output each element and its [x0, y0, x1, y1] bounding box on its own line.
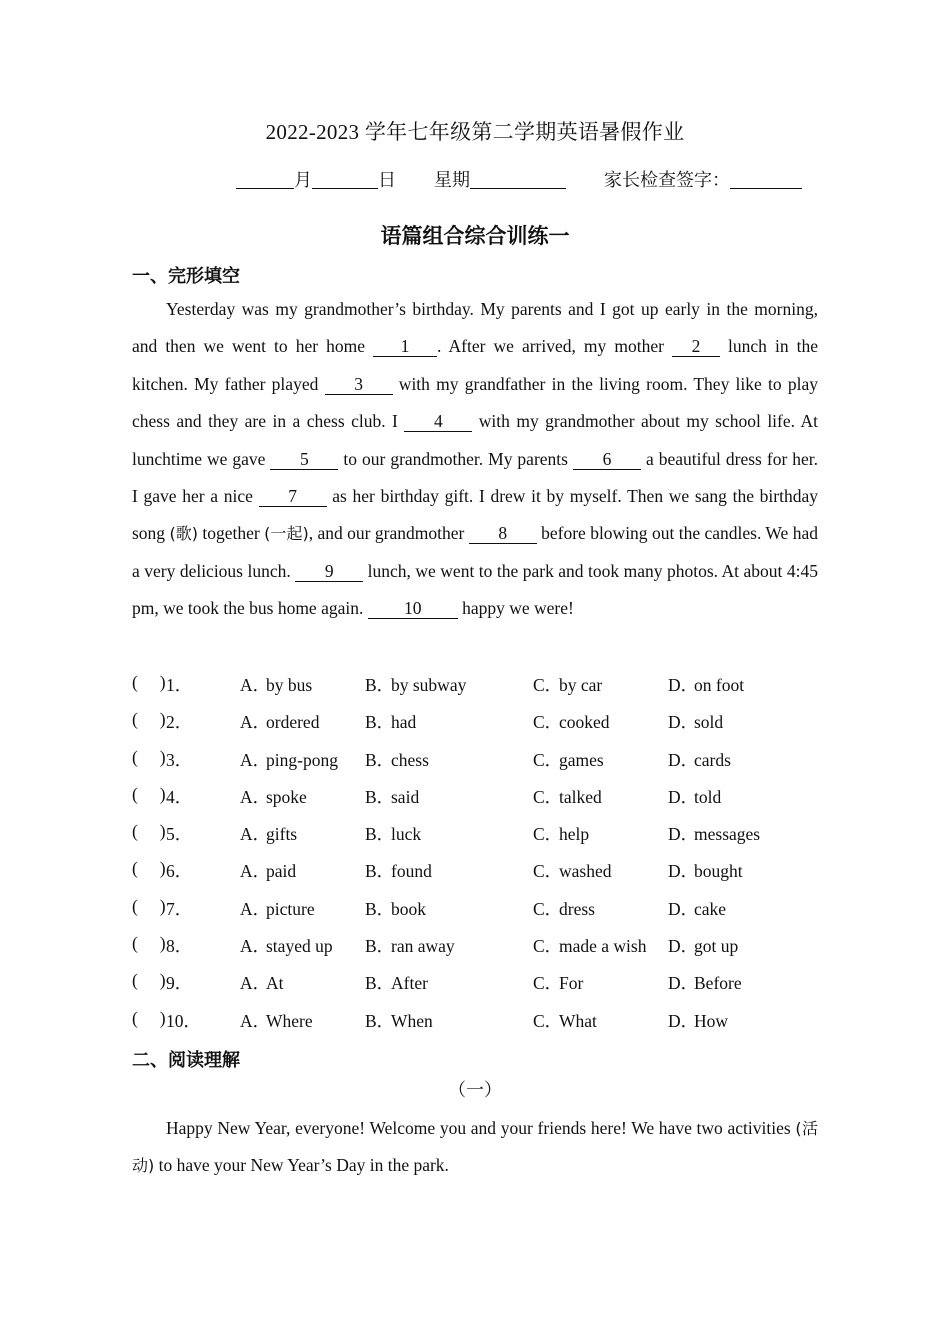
parent-sign-blank[interactable]: [730, 170, 802, 189]
weekday-label: 星期: [434, 170, 470, 191]
option-letter: B．: [365, 712, 395, 733]
option-d[interactable]: [668, 672, 744, 697]
passage-text: to our grandmother. My parents: [338, 448, 573, 469]
option-c[interactable]: [533, 784, 602, 809]
option-letter: C．: [533, 749, 563, 770]
question-row: [132, 929, 832, 966]
passage-text: before blowing out the candles. We had a very delicious lunch.: [132, 523, 818, 581]
option-letter: B．: [365, 861, 395, 882]
passage-text: a beautiful dress for her. I gave her a nice: [132, 448, 819, 507]
option-text: ping-pong: [266, 749, 338, 770]
passage-text: Happy New Year, everyone! Welcome you and your friends here! We have two activities: [166, 1118, 796, 1138]
day-label: 日: [378, 170, 396, 191]
blank-3[interactable]: 3: [325, 375, 393, 395]
blank-7[interactable]: 7: [259, 487, 327, 507]
passage-text: with my grandfather in the living room. They like to play chess and they are in a chess club. I: [132, 373, 818, 432]
option-letter: A．: [240, 824, 271, 845]
blank-5[interactable]: 5: [270, 450, 338, 470]
passage-text: to have your New Year’s Day in the park.: [154, 1155, 449, 1176]
option-letter: C．: [533, 824, 563, 845]
option-letter: D．: [668, 936, 699, 957]
blank-8[interactable]: 8: [469, 524, 537, 544]
gloss-note: (一起): [264, 524, 309, 544]
option-letter: B．: [365, 898, 395, 919]
option-letter: B．: [365, 749, 395, 770]
answer-bracket[interactable]: ( ): [132, 1007, 166, 1028]
option-d[interactable]: [668, 896, 726, 921]
question-number: 2．: [166, 712, 193, 733]
option-text: gifts: [266, 824, 298, 845]
option-letter: A．: [240, 1010, 271, 1031]
option-letter: C．: [533, 675, 563, 695]
option-c[interactable]: [533, 896, 595, 921]
passage-text: together: [198, 523, 265, 544]
option-text: chess: [391, 749, 429, 770]
option-b[interactable]: [365, 970, 428, 995]
option-text: spoke: [266, 786, 307, 807]
option-letter: D．: [668, 1010, 699, 1031]
answer-bracket[interactable]: ( ): [132, 783, 166, 804]
option-text: stayed up: [266, 936, 333, 957]
option-text: cooked: [559, 712, 610, 733]
day-blank[interactable]: [312, 170, 378, 189]
option-text: told: [694, 786, 722, 807]
option-c[interactable]: [533, 672, 602, 697]
option-text: book: [391, 898, 426, 919]
passage-text: , and our grandmother: [308, 523, 469, 544]
option-text: bought: [694, 861, 743, 882]
answer-bracket[interactable]: ( ): [132, 709, 166, 730]
option-letter: A．: [240, 786, 271, 807]
option-b[interactable]: [365, 821, 421, 846]
passage-text: lunch in the kitchen. My father played: [132, 336, 819, 394]
option-text: ordered: [266, 712, 320, 733]
question-row: [132, 780, 832, 817]
option-letter: B．: [365, 1010, 395, 1031]
option-text: found: [391, 861, 432, 882]
option-text: paid: [266, 861, 297, 882]
option-letter: A．: [240, 675, 271, 695]
answer-bracket[interactable]: ( ): [132, 895, 166, 916]
blank-9[interactable]: 9: [295, 562, 363, 582]
option-c[interactable]: [533, 933, 646, 958]
option-text: said: [391, 786, 420, 807]
option-d[interactable]: [668, 933, 738, 958]
weekday-blank[interactable]: [470, 170, 566, 189]
question-row: [132, 705, 832, 742]
option-d[interactable]: [668, 858, 743, 883]
passage-text: as her birthday gift. I drew it by myself. Then we sang the birthday song: [132, 486, 819, 544]
option-text: After: [391, 973, 428, 994]
option-letter: D．: [668, 861, 699, 882]
option-letter: D．: [668, 973, 699, 994]
option-text: For: [559, 973, 584, 994]
option-letter: B．: [365, 824, 395, 845]
option-letter: A．: [240, 861, 271, 882]
option-text: help: [559, 824, 590, 845]
cloze-options: [132, 668, 832, 1041]
blank-10[interactable]: 10: [368, 599, 458, 619]
answer-bracket[interactable]: ( ): [132, 970, 166, 991]
option-c[interactable]: [533, 747, 604, 772]
option-letter: C．: [533, 1010, 563, 1031]
option-letter: A．: [240, 898, 271, 919]
cloze-passage: [132, 291, 818, 628]
question-number: 7．: [166, 898, 193, 919]
answer-bracket[interactable]: ( ): [132, 672, 166, 692]
question-number: 9．: [166, 973, 193, 994]
option-letter: A．: [240, 712, 271, 733]
option-a[interactable]: [240, 672, 312, 697]
answer-bracket[interactable]: ( ): [132, 933, 166, 954]
option-a[interactable]: [240, 933, 333, 958]
option-text: picture: [266, 898, 315, 919]
option-a[interactable]: [240, 858, 296, 883]
option-letter: C．: [533, 861, 563, 882]
option-letter: B．: [365, 936, 395, 957]
option-c[interactable]: [533, 858, 611, 883]
question-row: [132, 743, 832, 780]
option-letter: C．: [533, 712, 563, 733]
option-text: luck: [391, 824, 422, 845]
option-b[interactable]: [365, 933, 455, 958]
option-letter: D．: [668, 786, 699, 807]
option-letter: C．: [533, 786, 563, 807]
answer-bracket[interactable]: ( ): [132, 746, 166, 767]
exercise-title: 语篇组合综合训练一: [380, 224, 570, 248]
option-a[interactable]: [240, 709, 319, 734]
option-d[interactable]: [668, 1008, 728, 1033]
passage-text: lunch, we went to the park and took many photos. At about 4:45 pm, we took the bus home again.: [132, 560, 818, 619]
answer-bracket[interactable]: ( ): [132, 821, 166, 842]
worksheet-title: 2022-2023 学年七年级第二学期英语暑假作业: [265, 120, 685, 144]
question-number: 8．: [166, 936, 193, 957]
reading-passage: [132, 1110, 818, 1185]
option-text: When: [391, 1010, 433, 1031]
question-row: [132, 668, 832, 705]
option-a[interactable]: [240, 1008, 313, 1033]
blank-2[interactable]: 2: [672, 337, 720, 357]
blank-4[interactable]: 4: [404, 412, 472, 432]
question-row: [132, 966, 832, 1003]
question-number: 5．: [166, 824, 193, 845]
option-text: messages: [694, 824, 761, 845]
month-label: 月: [294, 170, 312, 191]
option-text: At: [266, 973, 284, 994]
option-a[interactable]: [240, 784, 307, 809]
option-d[interactable]: [668, 709, 723, 734]
question-row: [132, 817, 832, 854]
option-letter: D．: [668, 712, 699, 733]
option-b[interactable]: [365, 747, 429, 772]
option-b[interactable]: [365, 672, 466, 697]
option-text: What: [559, 1010, 597, 1031]
option-b[interactable]: [365, 709, 416, 734]
option-letter: B．: [365, 973, 395, 994]
option-letter: C．: [533, 936, 563, 957]
question-row: [132, 1004, 832, 1041]
option-c[interactable]: [533, 709, 610, 734]
answer-bracket[interactable]: ( ): [132, 858, 166, 879]
option-letter: C．: [533, 973, 563, 994]
option-text: dress: [559, 898, 595, 919]
option-c[interactable]: [533, 821, 589, 846]
option-b[interactable]: [365, 858, 432, 883]
option-c[interactable]: [533, 1008, 597, 1033]
question-number: 6．: [166, 861, 193, 882]
option-letter: A．: [240, 973, 271, 994]
blank-6[interactable]: 6: [573, 450, 641, 470]
option-d[interactable]: [668, 970, 742, 995]
month-blank[interactable]: [236, 170, 294, 189]
parent-sign-label: 家长检查签字：: [604, 170, 730, 191]
option-text: How: [694, 1010, 729, 1031]
option-text: on foot: [694, 675, 745, 695]
option-letter: A．: [240, 749, 271, 770]
option-d[interactable]: [668, 821, 760, 846]
option-text: by subway: [391, 675, 467, 695]
passage-text: with my grandmother about my school life. At lunchtime we gave: [132, 411, 818, 469]
passage-text: Yesterday was my grandmother’s birthday. My parents and I got up early in the morning, and then we went to her home: [132, 299, 818, 357]
option-text: sold: [694, 712, 724, 733]
question-row: [132, 892, 832, 929]
option-text: games: [559, 749, 604, 770]
option-text: Before: [694, 973, 742, 994]
option-d[interactable]: [668, 784, 721, 809]
option-b[interactable]: [365, 896, 426, 921]
option-a[interactable]: [240, 821, 297, 846]
option-letter: D．: [668, 749, 699, 770]
question-row: [132, 854, 832, 891]
passage-text: happy we were!: [457, 598, 574, 619]
option-text: washed: [559, 861, 612, 882]
option-letter: D．: [668, 898, 699, 919]
option-letter: D．: [668, 824, 699, 845]
option-a[interactable]: [240, 747, 338, 772]
option-letter: D．: [668, 675, 699, 695]
section-heading-reading: 二、阅读理解: [132, 1050, 240, 1071]
question-number: 3．: [166, 749, 193, 770]
reading-part-label: （一）: [448, 1080, 502, 1101]
question-number: 10．: [166, 1010, 201, 1031]
option-text: cards: [694, 749, 731, 770]
option-a[interactable]: [240, 896, 315, 921]
option-letter: B．: [365, 786, 395, 807]
passage-text: . After we arrived, my mother: [437, 336, 672, 357]
blank-1[interactable]: 1: [373, 337, 437, 357]
date-line: [236, 166, 802, 192]
section-heading-cloze: 一、完形填空: [132, 266, 240, 287]
option-text: Where: [266, 1010, 313, 1031]
option-text: talked: [559, 786, 602, 807]
option-b[interactable]: [365, 784, 419, 809]
option-b[interactable]: [365, 1008, 433, 1033]
option-letter: B．: [365, 675, 395, 695]
option-text: by car: [559, 675, 603, 695]
gloss-note: (歌): [169, 524, 199, 544]
option-d[interactable]: [668, 747, 731, 772]
option-text: made a wish: [559, 936, 647, 957]
gloss-note: (活动): [132, 1119, 818, 1176]
option-text: cake: [694, 898, 727, 919]
question-number: 1．: [166, 675, 193, 695]
option-text: ran away: [391, 936, 455, 957]
question-number: 4．: [166, 786, 193, 807]
option-c[interactable]: [533, 970, 583, 995]
option-letter: C．: [533, 898, 563, 919]
option-a[interactable]: [240, 970, 284, 995]
option-text: by bus: [266, 675, 313, 695]
option-text: got up: [694, 936, 739, 957]
option-text: had: [391, 712, 417, 733]
option-letter: A．: [240, 936, 271, 957]
